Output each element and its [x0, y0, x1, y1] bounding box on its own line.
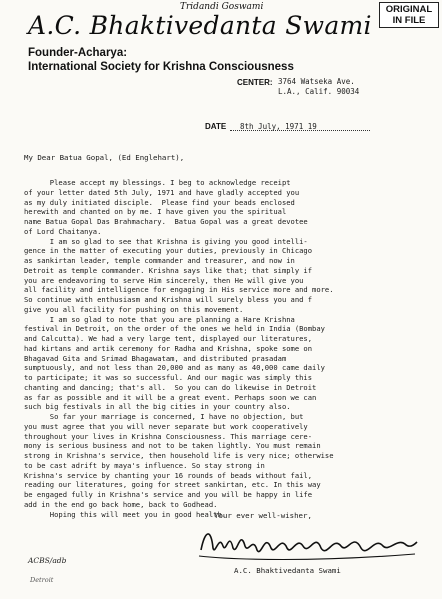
tridandi-title: Tridandi Goswami: [180, 2, 264, 12]
letter-line: reading our literatures, going for street sankirtan, etc. In this way: [24, 480, 321, 490]
letter-line: So far your marriage is concerned, I have no objection, but: [24, 412, 304, 421]
address-line-1: 3764 Watseka Ave.: [278, 77, 355, 86]
letter-line: to participate; it was so successful. And our magic was simply this: [24, 373, 313, 382]
letter-line: to be cast adrift by maya's influence. So stay strong in: [24, 460, 265, 470]
signer-name: A.C. Bhaktivedanta Swami: [234, 566, 341, 575]
closing: Your ever well-wisher,: [214, 511, 312, 520]
letter-line: Bhagavad Gita and Srimad Bhagawatam, and distributed prasadam: [24, 353, 287, 363]
letter-line: strong in Krishna's service, then household life is very nice; otherwise: [24, 451, 334, 460]
letter-line: So continue with enthusiasm and Krishna will surely bless you and f: [24, 295, 313, 304]
margin-note: Detroit: [30, 576, 54, 584]
letter-line: festival in Detroit, on the order of the ones we held in India (Bombay: [24, 324, 325, 334]
letter-line: as sankirtan leader, temple commander and treasurer, and now in: [24, 256, 295, 265]
letter-line: all facility and intelligence for engaging in His service more and more.: [24, 285, 334, 295]
letter-line: Detroit as temple commander. Krishna says like that; that simply if: [24, 265, 313, 275]
letter-line: chanting and dancing; that's all. So you can do likewise in Detroit: [24, 382, 317, 392]
letter-line: mony is serious business and not to be taken lightly. You must remain: [24, 441, 321, 451]
letter-line: had kirtans and artik ceremony for Radha and Krishna, spoke some on: [24, 343, 313, 353]
letter-line: add in the end go back home, back to Godhead.: [24, 499, 218, 509]
original-in-file-stamp: [379, 2, 439, 28]
date-value: 8th July, 1971 19: [240, 122, 317, 131]
letter-line: sumptuously, and not less than 20,000 and as many as 40,000 came daily: [24, 363, 325, 373]
letter-line: such big festivals in all the big cities in your country also.: [24, 402, 291, 412]
letter-line: and Calcutta). We had a very large tent, displayed our literatures,: [24, 334, 313, 343]
letter-line: of Lord Chaitanya.: [24, 226, 102, 236]
letter-line: herewith and chanted on by me. I have given you the spiritual: [24, 207, 287, 217]
letter-line: give you all facility for pushing on this movement.: [24, 304, 244, 314]
letter-line: be engaged fully in Krishna's service and you will be happy in life: [24, 490, 313, 499]
letter-line: of your letter dated 5th July, 1971 and have gladly accepted you: [24, 187, 300, 197]
date-label: DATE: [205, 122, 227, 131]
letter-line: you are endeavoring to serve Him sincerely, then He will give you: [24, 275, 304, 285]
center-label: CENTER:: [237, 78, 273, 87]
letter-line: you must agree that you will never separate but work cooperatively: [24, 421, 308, 431]
letter-line: I am so glad to note that you are planning a Hare Krishna: [24, 314, 295, 324]
center-address: [278, 77, 359, 97]
initials: ACBS/adb: [28, 556, 67, 565]
letter-line: Krishna's service by chanting your 16 rounds of beads without fail,: [24, 470, 313, 480]
letter-line: I am so glad to see that Krishna is giving you good intelli-: [24, 236, 308, 246]
letter-line: gence in the matter of executing your duties, previously in Chicago: [24, 246, 313, 256]
founder-title: Founder-Acharya:: [28, 47, 128, 59]
address-line-2: L.A., Calif. 90034: [278, 87, 360, 96]
letter-line: name Batua Gopal Das Brahmachary. Batua Gopal was a great devotee: [24, 217, 308, 226]
stamp-line-2: IN FILE: [392, 15, 426, 26]
letter-body: [24, 178, 434, 519]
salutation: My Dear Batua Gopal, (Ed Englehart),: [24, 153, 185, 162]
letter-line: Please accept my blessings. I beg to acknowledge receipt: [24, 178, 291, 187]
letter-line: as my duly initiated disciple. Please find your beads enclosed: [24, 197, 295, 207]
letter-line: as far as possible and it will be a great event. Perhaps soon we can: [24, 392, 317, 402]
letterhead-name: A.C. Bhaktivedanta Swami: [28, 11, 372, 40]
stamp-line-1: ORIGINAL: [385, 4, 433, 15]
letter-line: Hoping this will meet you in good health.: [24, 509, 227, 519]
letter-line: throughout your lives in Krishna Consciousness. This marriage cere-: [24, 431, 313, 441]
society-name: International Society for Krishna Consciousness: [28, 61, 294, 73]
handwritten-signature: [195, 520, 420, 564]
